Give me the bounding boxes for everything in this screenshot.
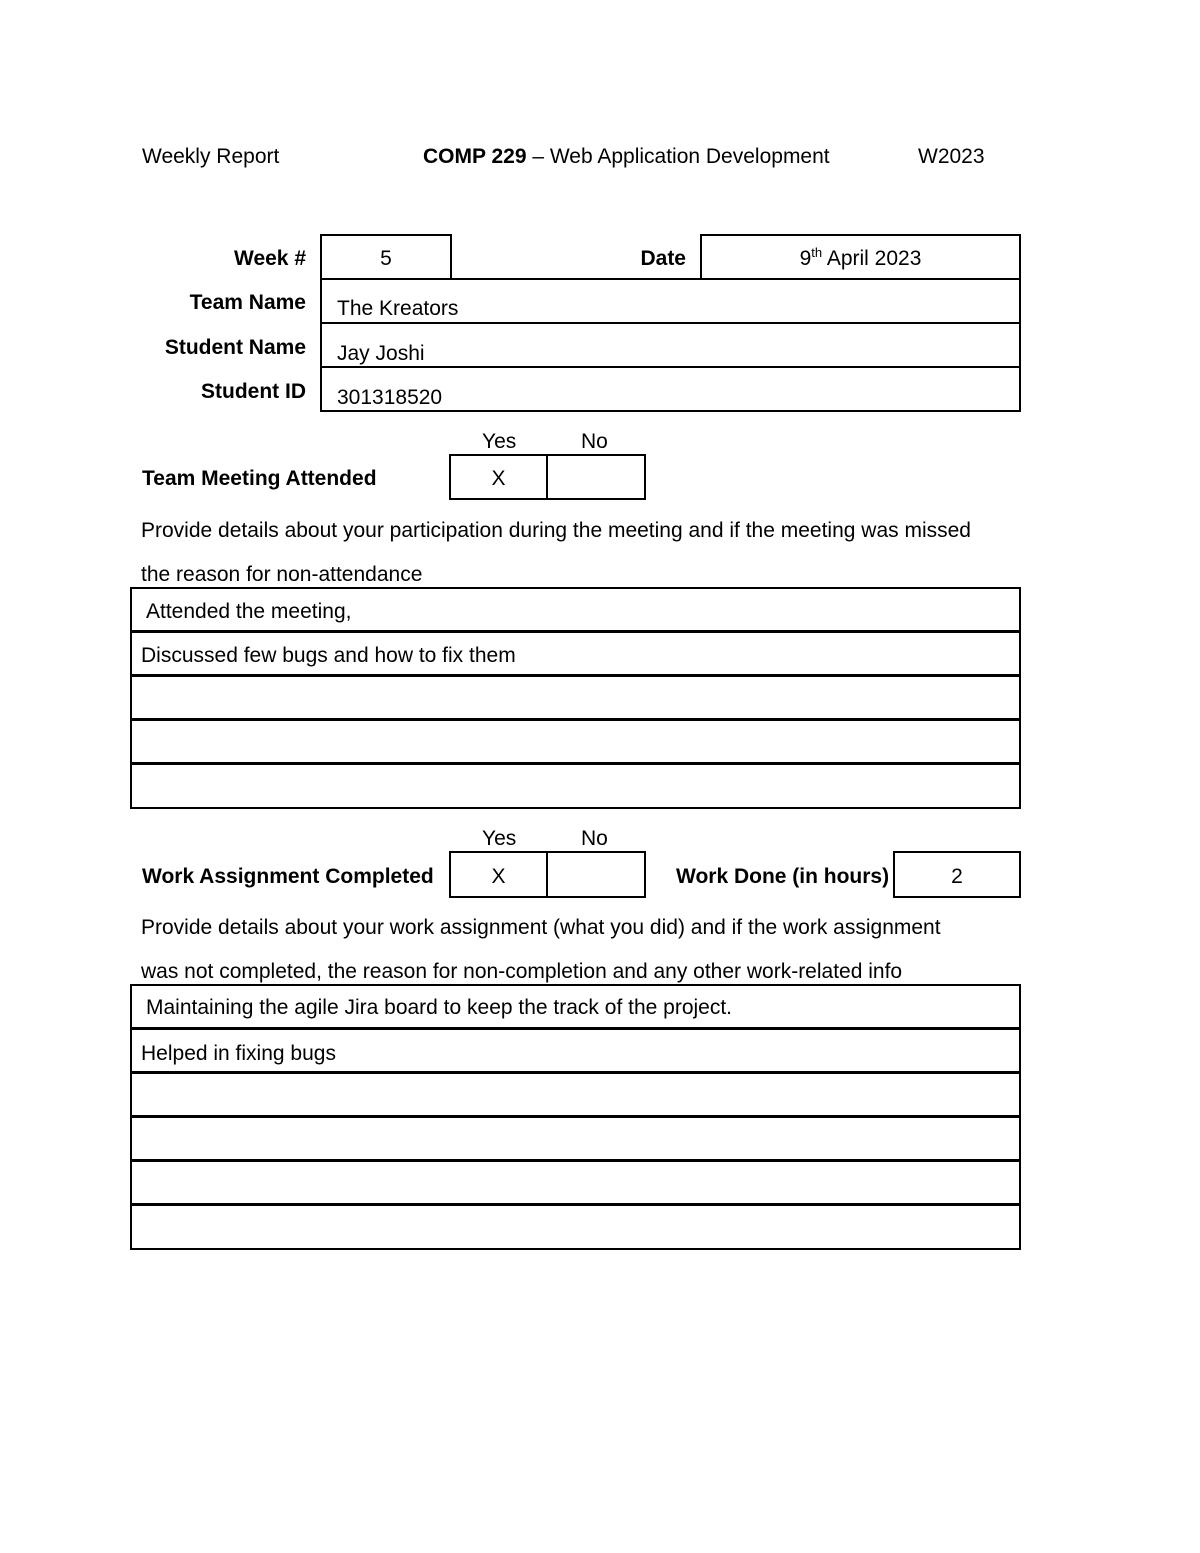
work-hours-label: Work Done (in hours) xyxy=(676,865,890,888)
work-detail-text: Helped in fixing bugs xyxy=(141,1042,336,1065)
meeting-detail-row[interactable] xyxy=(130,675,1021,720)
team-name-value: The Kreators xyxy=(337,297,459,320)
term-label: W2023 xyxy=(918,145,985,168)
date-value: 9th April 2023 xyxy=(799,245,922,270)
meeting-prompt-line2: the reason for non-attendance xyxy=(141,563,423,586)
work-detail-row[interactable] xyxy=(130,1116,1021,1161)
meeting-no-header: No xyxy=(581,430,608,453)
meeting-yes-mark: X xyxy=(491,467,506,490)
team-meeting-label: Team Meeting Attended xyxy=(142,467,377,490)
student-name-value: Jay Joshi xyxy=(337,342,425,365)
meeting-yes-header: Yes xyxy=(482,430,517,453)
work-detail-row[interactable] xyxy=(130,1204,1021,1250)
meeting-detail-text: Discussed few bugs and how to fix them xyxy=(141,644,516,667)
work-yes-header: Yes xyxy=(482,827,517,850)
work-prompt-line2: was not completed, the reason for non-completion and any other work-related info xyxy=(141,960,903,983)
week-value: 5 xyxy=(380,247,392,270)
work-hours-value: 2 xyxy=(951,865,963,888)
student-id-value: 301318520 xyxy=(337,386,443,409)
course-name: – Web Application Development xyxy=(526,145,830,168)
work-detail-row[interactable] xyxy=(130,1072,1021,1117)
week-label: Week # xyxy=(234,247,306,270)
date-label: Date xyxy=(640,247,686,270)
report-title: Weekly Report xyxy=(142,145,280,168)
student-name-label: Student Name xyxy=(164,336,306,359)
meeting-no-checkbox[interactable] xyxy=(546,454,646,500)
student-name-field[interactable] xyxy=(320,322,1021,368)
course-title xyxy=(423,146,830,167)
student-id-label: Student ID xyxy=(201,380,306,403)
work-detail-row[interactable] xyxy=(130,1160,1021,1205)
work-no-header: No xyxy=(581,827,608,850)
work-yes-mark: X xyxy=(491,865,506,888)
meeting-detail-row[interactable] xyxy=(130,719,1021,764)
course-code: COMP 229 xyxy=(423,145,527,168)
work-detail-text: Maintaining the agile Jira board to keep the track of the project. xyxy=(146,996,733,1019)
work-assignment-label: Work Assignment Completed xyxy=(142,865,434,888)
meeting-detail-text: Attended the meeting, xyxy=(146,600,352,623)
meeting-prompt-line1: Provide details about your participation during the meeting and if the meeting was missed xyxy=(141,519,971,542)
meeting-detail-row[interactable] xyxy=(130,763,1021,809)
team-name-label: Team Name xyxy=(189,291,306,314)
work-prompt-line1: Provide details about your work assignment (what you did) and if the work assignment xyxy=(141,916,941,939)
work-no-checkbox[interactable] xyxy=(546,851,646,898)
